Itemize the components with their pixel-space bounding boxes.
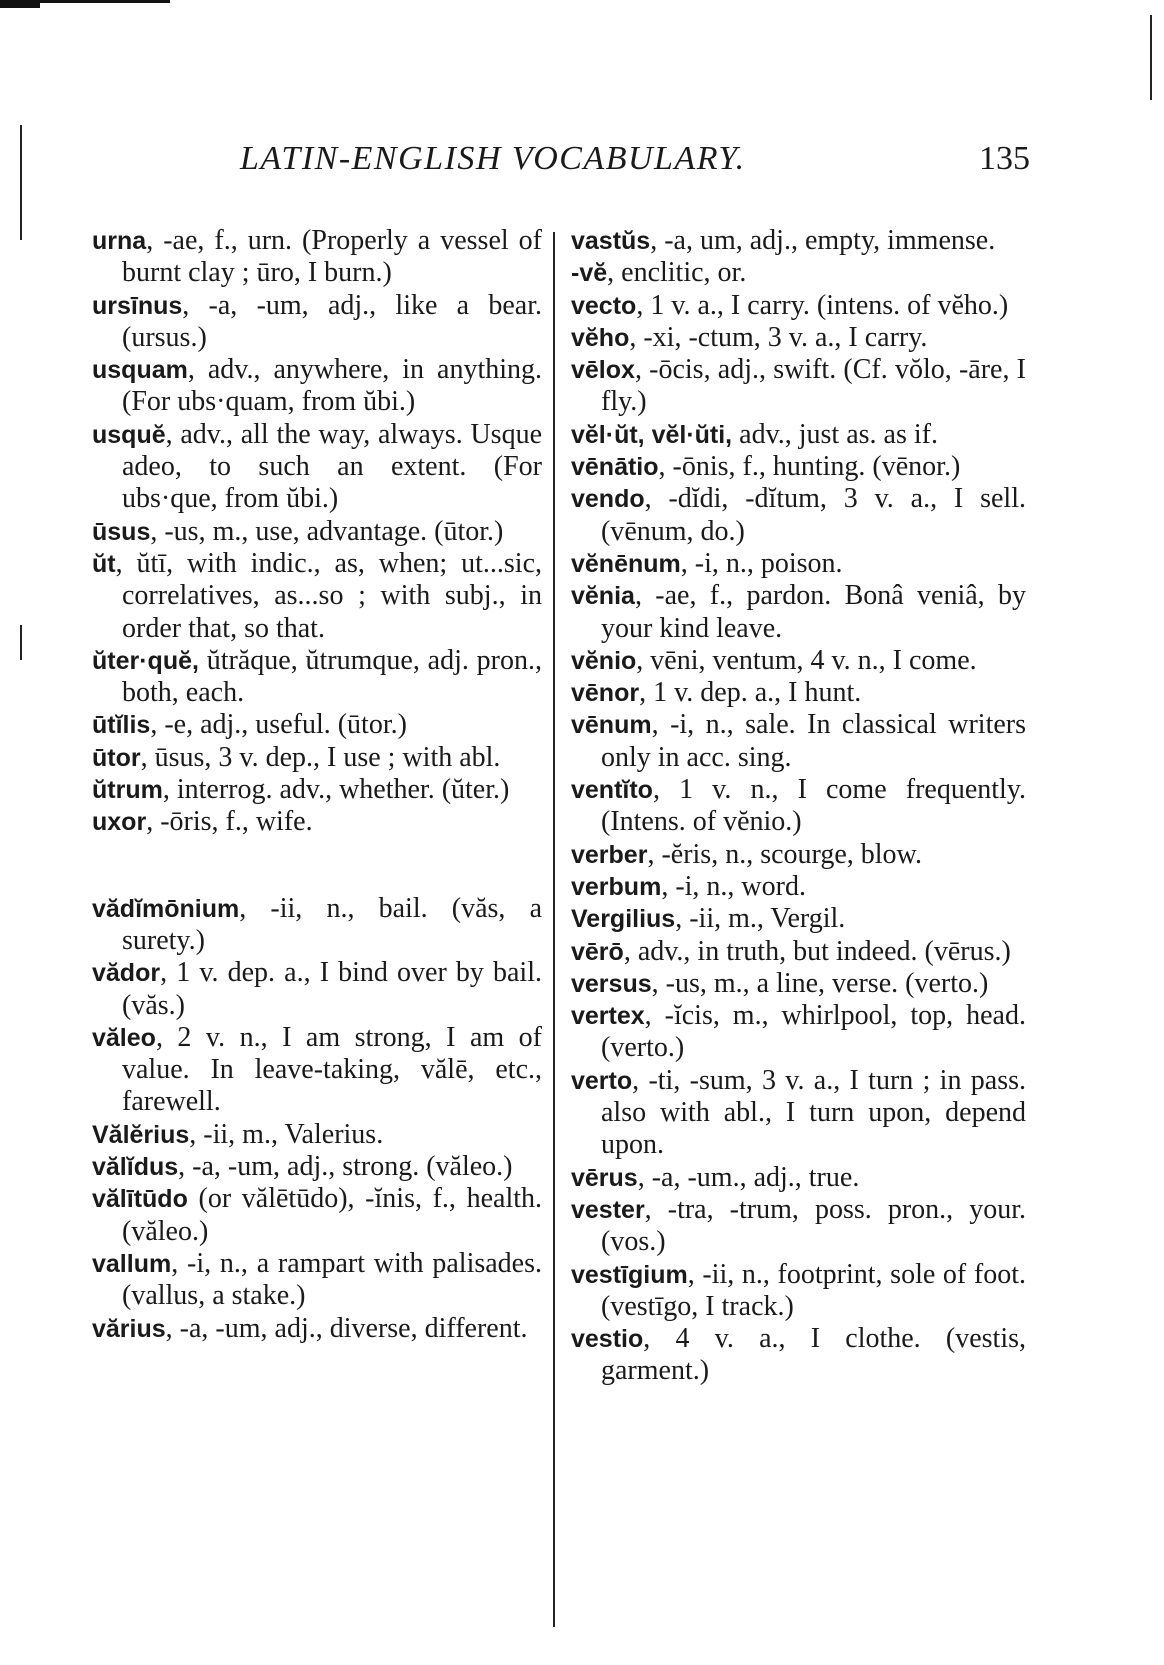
dictionary-entry [92,1183,542,1248]
headword: vēnātio [571,453,659,482]
dictionary-entry [571,903,1026,935]
definition: , -ĭcis, m., whirlpool, top, head. (verto.) [601,1000,1026,1064]
definition: , -e, adj., useful. (ūtor.) [150,709,407,741]
definition: , adv., in truth, but indeed. (vērus.) [623,935,1011,967]
definition: , -i, n., poison. [680,547,843,579]
dictionary-entry [92,354,542,419]
definition: , -a, -um, adj., strong. (văleo.) [178,1151,513,1183]
definition: , ŭtī, with indic., as, when; ut...sic, correlatives, as...so ; with subj., in order that, so that. [115,547,542,644]
dictionary-entry [92,225,542,290]
headword: vĕho [571,323,630,352]
dictionary-entry [92,774,542,806]
definition: , adv., all the way, always. Usque adeo, to such an extent. (For ubs·que, from ŭbi.) [122,418,542,515]
dictionary-entry [571,1323,1026,1388]
definition: , 2 v. n., I am strong, I am of value. In leave-taking, vălē, etc., farewell. [122,1021,542,1118]
headword: uxor [92,808,147,837]
headword: vădor [92,959,161,988]
headword: vĕnio [571,646,637,675]
running-title: LATIN-ENGLISH VOCABULARY. [240,140,746,177]
definition: , vēni, ventum, 4 v. n., I come. [636,644,977,676]
definition: , -ae, f., urn. (Properly a vessel of burnt clay ; ūro, I burn.) [122,225,542,289]
definition: , interrog. adv., whether. (ŭter.) [162,774,510,806]
definition: , enclitic, or. [607,257,747,289]
page-number: 135 [979,140,1030,177]
headword: ŭter·quĕ, [92,646,199,675]
dictionary-entry [92,645,542,710]
scan-edge-mark [20,125,22,240]
definition: , 1 v. dep. a., I bind over by bail. (văs.) [122,957,542,1021]
definition: , -us, m., use, advantage. (ūtor.) [150,515,504,547]
scan-edge-mark [1150,15,1152,100]
definition: , -ae, f., pardon. Bonâ veniâ, by your kind leave. [601,580,1026,644]
dictionary-entry [571,548,1026,580]
headword: vērus [571,1163,638,1192]
scan-corner-mark [0,0,40,48]
dictionary-entry [571,322,1026,354]
headword: ūtor [92,743,141,772]
dictionary-entry [92,419,542,516]
definition: , -ōnis, f., hunting. (vēnor.) [658,451,961,483]
dictionary-entry [571,257,1026,289]
dictionary-entry [92,1119,542,1151]
headword: ŭt [92,549,116,578]
dictionary-entry [92,1313,542,1345]
definition: , -ĕris, n., scourge, blow. [647,838,922,870]
section-gap [92,839,542,893]
headword: vertex [571,1002,645,1031]
definition: , -ii, n., bail. (văs, a surety.) [122,892,542,956]
headword: usquam [92,356,188,385]
headword: ursīnus [92,291,183,320]
headword: vallum [92,1249,172,1278]
dictionary-entry [92,516,542,548]
definition: , -a, um, adj., empty, immense. [650,225,996,256]
dictionary-entry [92,1248,542,1313]
headword: verto [571,1066,633,1095]
headword: ūtĭlis [92,711,151,740]
definition: , 1 v. n., I come frequently. (Intens. of vĕnio.) [601,774,1026,838]
headword: Vălĕrius [92,1120,190,1149]
scan-edge-line [40,0,170,3]
dictionary-entry [571,709,1026,774]
dictionary-entry [571,1194,1026,1259]
headword: vădĭmōnium [92,894,240,923]
dictionary-entry [571,419,1026,451]
dictionary-entry [92,548,542,645]
headword: verbum [571,872,662,901]
dictionary-entry [571,451,1026,483]
definition: ŭtrăque, ŭtrumque, adj. pron., both, each. [122,644,542,709]
dictionary-entry [571,1259,1026,1324]
definition: , adv., anywhere, in anything. (For ubs·quam, from ŭbi.) [122,354,542,418]
definition: , -ti, -sum, 3 v. a., I turn ; in pass. also with abl., I turn upon, depend upon. [601,1064,1026,1161]
headword: vălītūdo [92,1185,188,1214]
definition: , -i, n., a rampart with palisades. (vallus, a stake.) [122,1247,542,1312]
dictionary-entry [92,893,542,958]
definition: , -ōris, f., wife. [146,806,313,838]
definition: , 1 v. dep. a., I hunt. [639,677,862,709]
dictionary-entry [571,580,1026,645]
dictionary-entry [571,936,1026,968]
definition: , -a, -um, adj., diverse, different. [165,1312,528,1344]
headword: vĕl·ŭt, vĕl·ŭti, [571,420,733,449]
headword: ventĭto [571,776,653,805]
headword: Vergilius [571,905,676,934]
dictionary-entry [571,839,1026,871]
dictionary-entry [571,483,1026,548]
headword: vendo [571,485,645,514]
headword: vălĭdus [92,1153,179,1182]
definition: , 1 v. a., I carry. (intens. of vĕho.) [636,289,1009,321]
definition: adv., just as. as if. [732,418,938,450]
headword: vărius [92,1314,166,1343]
headword: vēnor [571,679,640,708]
dictionary-entry [571,290,1026,322]
headword: vĕnēnum [571,549,681,578]
definition: , -tra, -trum, poss. pron., your. (vos.) [601,1193,1026,1258]
headword: vērō [571,937,624,966]
headword: văleo [92,1023,156,1052]
headword: vĕnia [571,582,635,611]
dictionary-entry [571,225,1026,257]
headword: vestīgium [571,1260,688,1289]
definition: (or vălētūdo), -ĭnis, f., health. (văleo.) [122,1183,542,1247]
scan-edge-mark [20,625,22,660]
definition: , -a, -um., adj., true. [637,1161,860,1193]
definition: , -xi, -ctum, 3 v. a., I carry. [629,321,928,353]
column-divider [553,232,555,1627]
dictionary-entry [571,1162,1026,1194]
dictionary-entry [571,1065,1026,1162]
headword: usquĕ [92,420,166,449]
definition: , ūsus, 3 v. dep., I use ; with abl. [140,741,501,773]
definition: , -ii, m., Valerius. [189,1118,384,1150]
headword: vester [571,1195,645,1224]
left-column [92,225,542,1345]
dictionary-entry [92,709,542,741]
dictionary-entry [92,1022,542,1119]
definition: , -ii, n., footprint, sole of foot. (vestīgo, I track.) [601,1258,1026,1322]
headword: vastŭs [571,227,651,255]
dictionary-entry [571,871,1026,903]
dictionary-entry [92,957,542,1022]
dictionary-entry [92,290,542,355]
dictionary-entry [571,968,1026,1000]
headword: vēnum [571,711,652,740]
headword: ūsus [92,517,151,546]
definition: , -ōcis, adj., swift. (Cf. vŏlo, -āre, I fly.) [601,354,1026,418]
right-column [571,225,1026,1388]
headword: verber [571,840,648,869]
page-header [240,140,1030,190]
definition: , -ii, m., Vergil. [675,903,846,935]
headword: versus [571,969,652,998]
definition: , -i, n., sale. In classical writers only in acc. sing. [601,709,1026,773]
dictionary-entry [571,1000,1026,1065]
headword: -vĕ [571,259,608,288]
definition: , -i, n., word. [661,870,806,902]
definition: , 4 v. a., I clothe. (vestis, garment.) [601,1323,1026,1387]
headword: urna [92,227,147,255]
dictionary-entry [92,806,542,838]
dictionary-entry [571,354,1026,419]
definition: , -us, m., a line, verse. (verto.) [651,967,989,999]
headword: ŭtrum [92,776,163,805]
headword: vecto [571,291,637,320]
headword: vestio [571,1325,644,1354]
definition: , -a, -um, adj., like a bear. (ursus.) [122,289,542,353]
definition: , -dĭdi, -dĭtum, 3 v. a., I sell. (vēnum, do.) [601,483,1026,547]
dictionary-entry [92,742,542,774]
dictionary-entry [571,645,1026,677]
dictionary-entry [571,774,1026,839]
dictionary-entry [571,677,1026,709]
headword: vēlox [571,356,635,385]
dictionary-entry [92,1151,542,1183]
